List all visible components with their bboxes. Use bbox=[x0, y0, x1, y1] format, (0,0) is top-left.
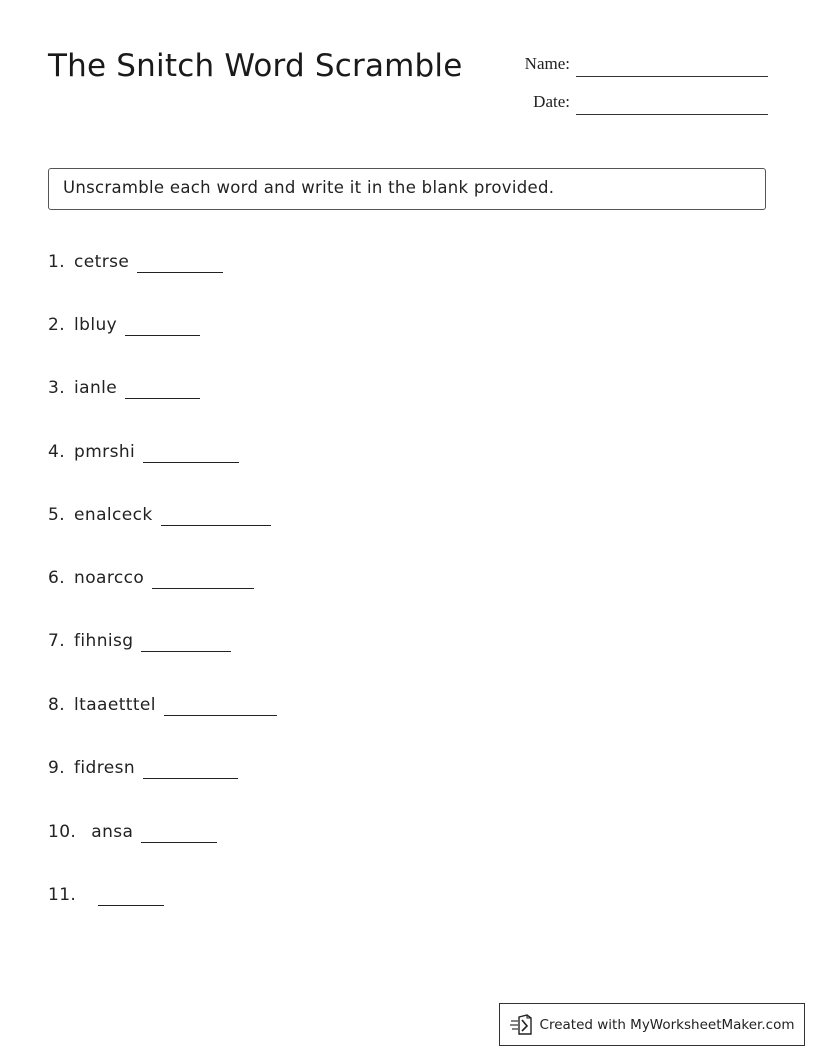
instructions-box: Unscramble each word and write it in the blank provided. bbox=[48, 168, 766, 210]
scrambled-word: fihnisg bbox=[74, 631, 134, 651]
date-line[interactable] bbox=[576, 114, 768, 115]
answer-blank[interactable] bbox=[164, 697, 277, 716]
list-item bbox=[48, 758, 238, 786]
worksheet-title: The Snitch Word Scramble bbox=[48, 48, 463, 84]
footer-credit[interactable] bbox=[499, 1003, 805, 1046]
item-number: 6. bbox=[48, 568, 66, 588]
answer-blank[interactable] bbox=[143, 760, 238, 779]
scrambled-word: ansa bbox=[91, 822, 134, 842]
item-number: 3. bbox=[48, 378, 66, 398]
item-number: 9. bbox=[48, 758, 66, 778]
scrambled-word: lbluy bbox=[74, 315, 118, 335]
list-item bbox=[48, 315, 200, 343]
item-number: 1. bbox=[48, 252, 66, 272]
list-item bbox=[48, 822, 217, 850]
answer-blank[interactable] bbox=[137, 254, 223, 273]
name-field bbox=[0, 54, 816, 84]
answer-blank[interactable] bbox=[125, 380, 200, 399]
scrambled-word: fidresn bbox=[74, 758, 136, 778]
scrambled-word: ianle bbox=[74, 378, 118, 398]
answer-blank[interactable] bbox=[161, 507, 271, 526]
list-item bbox=[48, 442, 239, 470]
item-number: 11. bbox=[48, 885, 77, 905]
list-item bbox=[48, 252, 223, 280]
item-number: 8. bbox=[48, 695, 66, 715]
date-label: Date: bbox=[533, 92, 570, 111]
item-number: 7. bbox=[48, 631, 66, 651]
name-line[interactable] bbox=[576, 76, 768, 77]
answer-blank[interactable] bbox=[98, 887, 164, 906]
scrambled-word: ltaaetttel bbox=[74, 695, 156, 715]
list-item bbox=[48, 885, 164, 913]
scrambled-word: noarcco bbox=[74, 568, 145, 588]
list-item bbox=[48, 568, 254, 596]
list-item bbox=[48, 695, 277, 723]
item-number: 5. bbox=[48, 505, 66, 525]
list-item bbox=[48, 505, 271, 533]
list-item bbox=[48, 378, 200, 406]
answer-blank[interactable] bbox=[143, 444, 239, 463]
scrambled-word: enalceck bbox=[74, 505, 153, 525]
item-number: 4. bbox=[48, 442, 66, 462]
item-number: 10. bbox=[48, 822, 77, 842]
footer-text: Created with MyWorksheetMaker.com bbox=[539, 1016, 795, 1033]
list-item bbox=[48, 631, 231, 659]
date-field bbox=[0, 92, 816, 122]
answer-blank[interactable] bbox=[141, 633, 231, 652]
name-label: Name: bbox=[524, 54, 570, 73]
answer-blank[interactable] bbox=[141, 824, 217, 843]
answer-blank[interactable] bbox=[152, 570, 254, 589]
worksheet-maker-logo-icon bbox=[510, 1014, 534, 1036]
scrambled-word: cetrse bbox=[74, 252, 130, 272]
scrambled-word: pmrshi bbox=[74, 442, 136, 462]
answer-blank[interactable] bbox=[125, 317, 200, 336]
item-number: 2. bbox=[48, 315, 66, 335]
